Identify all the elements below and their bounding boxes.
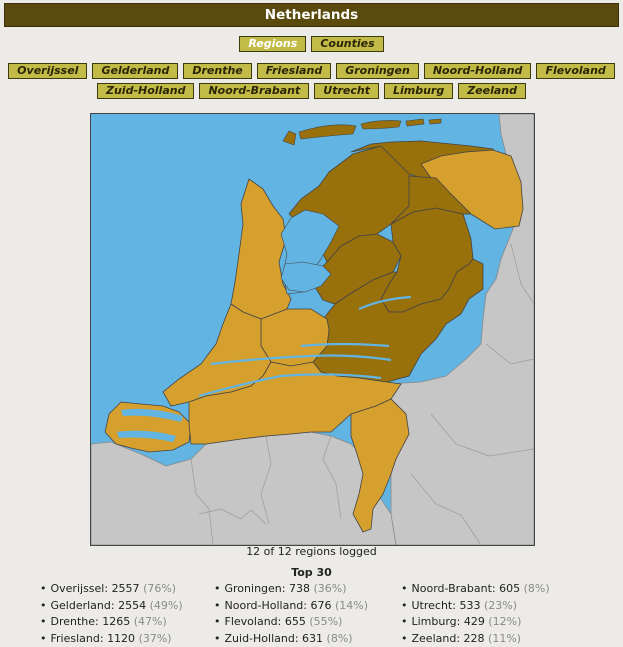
- item-count: 655: [284, 615, 306, 629]
- item-percent: (36%): [313, 582, 347, 595]
- item-percent: (12%): [488, 615, 522, 629]
- item-count: 738: [288, 582, 310, 595]
- region-buttons-row-1: [0, 63, 623, 79]
- item-percent: (47%): [133, 615, 167, 629]
- item-count: 533: [459, 598, 481, 612]
- item-percent: (14%): [334, 598, 369, 612]
- item-count: 1265: [102, 615, 131, 629]
- item-name: Utrecht: [411, 598, 453, 612]
- item-name: Flevoland: [224, 615, 278, 629]
- list-item: • Limburg: 429 (12%): [401, 614, 550, 631]
- item-name: Drenthe: [50, 615, 96, 629]
- item-name: Zeeland: [411, 631, 457, 645]
- list-item: • Overijssel: 2557 (76%): [40, 581, 183, 598]
- top-list-column-3: [401, 581, 550, 647]
- item-percent: (8%): [523, 582, 550, 595]
- page-title: Netherlands: [4, 3, 619, 27]
- list-item: • Drenthe: 1265 (47%): [40, 614, 183, 631]
- region-map[interactable]: [90, 113, 535, 546]
- region-button-zeeland[interactable]: Zeeland: [458, 83, 526, 99]
- region-button-gelderland[interactable]: Gelderland: [92, 63, 178, 79]
- item-count: 631: [302, 631, 324, 645]
- region-button-drenthe[interactable]: Drenthe: [183, 63, 251, 79]
- item-count: 2554: [118, 598, 147, 612]
- item-percent: (55%): [309, 615, 343, 629]
- region-button-flevoland[interactable]: Flevoland: [536, 63, 614, 79]
- tab-counties[interactable]: Counties: [311, 36, 383, 52]
- item-percent: (11%): [488, 631, 522, 645]
- item-name: Noord-Holland: [224, 598, 304, 612]
- item-count: 429: [463, 615, 485, 629]
- item-count: 1120: [107, 631, 136, 645]
- list-item: • Noord-Brabant: 605 (8%): [401, 581, 550, 598]
- regions-logged-status: 12 of 12 regions logged: [246, 545, 377, 558]
- item-name: Gelderland: [50, 598, 111, 612]
- list-item: • Groningen: 738 (36%): [214, 581, 368, 598]
- item-percent: (23%): [483, 598, 517, 612]
- item-count: 676: [310, 598, 332, 612]
- tab-regions[interactable]: Regions: [239, 36, 306, 52]
- region-button-groningen[interactable]: Groningen: [336, 63, 419, 79]
- top-list-column-2: [214, 581, 368, 647]
- region-button-noord-holland[interactable]: Noord-Holland: [424, 63, 532, 79]
- item-count: 228: [463, 631, 485, 645]
- item-name: Zuid-Holland: [224, 631, 295, 645]
- view-tabs: [0, 36, 623, 52]
- list-item: • Friesland: 1120 (37%): [40, 631, 183, 647]
- region-button-zuid-holland[interactable]: Zuid-Holland: [97, 83, 194, 99]
- item-name: Friesland: [50, 631, 100, 645]
- item-name: Limburg: [411, 615, 457, 629]
- item-count: 2557: [111, 582, 140, 595]
- top-list-title: Top 30: [291, 566, 332, 579]
- item-name: Groningen: [224, 582, 282, 595]
- region-button-friesland[interactable]: Friesland: [257, 63, 331, 79]
- item-percent: (8%): [326, 631, 353, 645]
- list-item: • Gelderland: 2554 (49%): [40, 598, 183, 615]
- list-item: • Zuid-Holland: 631 (8%): [214, 631, 368, 647]
- region-button-noord-brabant[interactable]: Noord-Brabant: [199, 83, 309, 99]
- item-percent: (49%): [149, 598, 183, 612]
- list-item: • Zeeland: 228 (11%): [401, 631, 550, 647]
- item-percent: (76%): [143, 582, 177, 595]
- top-list-column-1: [40, 581, 183, 647]
- region-button-overijssel[interactable]: Overijssel: [8, 63, 87, 79]
- netherlands-map-svg: [91, 114, 534, 545]
- list-item: • Utrecht: 533 (23%): [401, 598, 550, 615]
- item-name: Noord-Brabant: [411, 582, 492, 595]
- list-item: • Noord-Holland: 676 (14%): [214, 598, 368, 615]
- region-buttons-row-2: [0, 83, 623, 99]
- region-button-limburg[interactable]: Limburg: [384, 83, 453, 99]
- item-count: 605: [499, 582, 521, 595]
- item-name: Overijssel: [50, 582, 105, 595]
- region-button-utrecht[interactable]: Utrecht: [314, 83, 379, 99]
- list-item: • Flevoland: 655 (55%): [214, 614, 368, 631]
- item-percent: (37%): [138, 631, 172, 645]
